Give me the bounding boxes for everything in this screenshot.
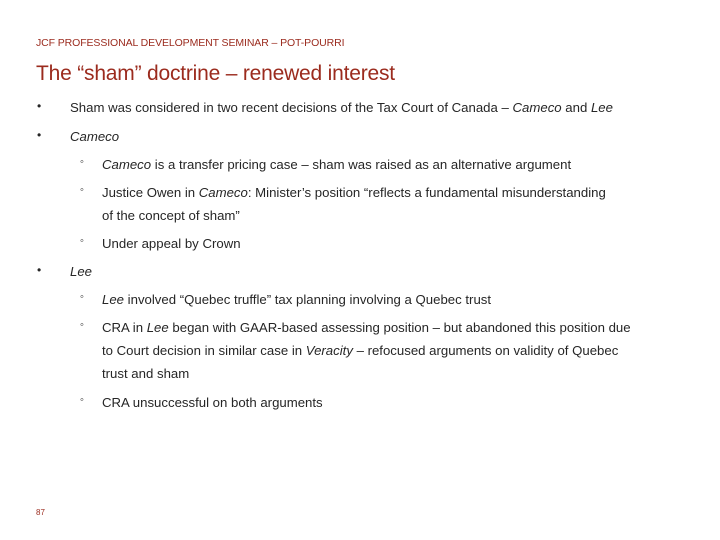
case-name-veracity: Veracity xyxy=(305,343,353,358)
sub-bullet-marker: ◦ xyxy=(80,156,84,168)
seminar-header: JCF PROFESSIONAL DEVELOPMENT SEMINAR – POT-POURRI xyxy=(36,37,345,49)
sub-bullet-marker: ◦ xyxy=(80,184,84,196)
bullet-marker: • xyxy=(37,263,42,277)
slide-title: The “sham” doctrine – renewed interest xyxy=(36,62,395,85)
sub-bullet-marker: ◦ xyxy=(80,394,84,406)
sub-bullet-cra-unsuccessful: CRA unsuccessful on both arguments xyxy=(102,395,323,410)
sub-bullet-transfer-pricing: Cameco is a transfer pricing case – sham was raised as an alternative argument xyxy=(102,157,572,172)
bullet-cameco: Cameco xyxy=(70,129,120,144)
sub-bullet-justice-owen: Justice Owen in Cameco: Minister’s position “reflects a fundamental misunderstanding of the concept of sham” xyxy=(102,185,606,223)
sub-bullet-under-appeal: Under appeal by Crown xyxy=(102,236,241,251)
bullet-sham-considered: Sham was considered in two recent decisions of the Tax Court of Canada – Cameco and Lee xyxy=(70,100,613,115)
bullet-marker: • xyxy=(37,99,42,113)
bullet-lee: Lee xyxy=(70,264,93,279)
case-name-cameco: Cameco xyxy=(512,100,562,115)
case-name-lee: Lee xyxy=(590,100,613,115)
sub-bullet-quebec-truffle: Lee involved “Quebec truffle” tax planning involving a Quebec trust xyxy=(102,292,492,307)
sub-bullet-gaar-position: CRA in Lee began with GAAR-based assessing position – but abandoned this position due to Court decision in similar case in Veracity – refocused arguments on validity of Quebec trust and sham xyxy=(102,320,631,381)
sub-bullet-marker: ◦ xyxy=(80,235,84,247)
page-number: 87 xyxy=(36,508,45,517)
bullet-marker: • xyxy=(37,128,42,142)
sub-bullet-marker: ◦ xyxy=(80,319,84,331)
sub-bullet-marker: ◦ xyxy=(80,291,84,303)
